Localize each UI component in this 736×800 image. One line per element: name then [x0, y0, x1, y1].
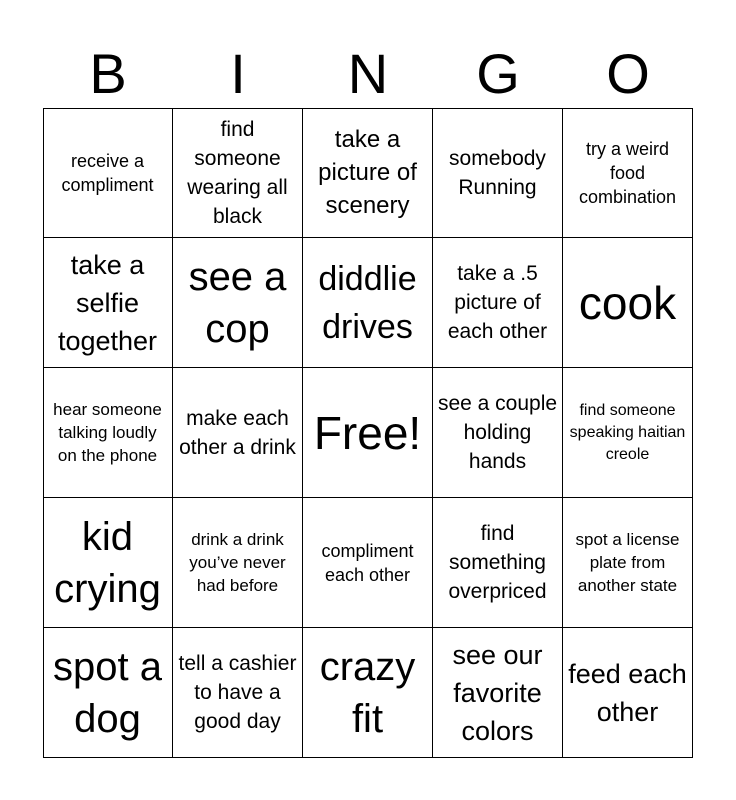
- bingo-cell[interactable]: [303, 108, 433, 238]
- bingo-cell[interactable]: [433, 108, 563, 238]
- bingo-cell[interactable]: [563, 498, 693, 628]
- free-space-text: Free!: [313, 406, 422, 459]
- bingo-cell[interactable]: [433, 368, 563, 498]
- cell-text: see a couple holding hands: [437, 392, 558, 473]
- cell-text: find something overpriced: [448, 522, 547, 603]
- cell-text: take a picture of scenery: [318, 126, 417, 219]
- cell-text: see our favorite colors: [452, 639, 543, 746]
- bingo-cell[interactable]: [173, 108, 303, 238]
- bingo-cell[interactable]: [563, 238, 693, 368]
- header-letter-n: N: [347, 42, 389, 105]
- bingo-cell[interactable]: [433, 238, 563, 368]
- cell-text: spot a dog: [53, 644, 162, 741]
- bingo-cell[interactable]: [173, 368, 303, 498]
- bingo-cell[interactable]: [43, 108, 173, 238]
- cell-text: find someone wearing all black: [187, 117, 288, 228]
- bingo-cell[interactable]: [563, 368, 693, 498]
- bingo-cell[interactable]: [563, 628, 693, 758]
- bingo-cell[interactable]: [563, 108, 693, 238]
- cell-text: cook: [578, 276, 677, 329]
- bingo-cell[interactable]: [43, 368, 173, 498]
- bingo-cell[interactable]: [303, 498, 433, 628]
- bingo-cell[interactable]: [43, 498, 173, 628]
- header-letter-g: G: [476, 42, 520, 105]
- bingo-cell[interactable]: [43, 628, 173, 758]
- cell-text: hear someone talking loudly on the phone: [53, 400, 162, 465]
- bingo-cell[interactable]: [43, 238, 173, 368]
- bingo-cell[interactable]: [433, 628, 563, 758]
- free-space-cell[interactable]: [303, 368, 433, 498]
- cell-text: somebody Running: [449, 146, 546, 199]
- bingo-header: [43, 40, 693, 108]
- header-letter-i: I: [230, 42, 246, 105]
- bingo-cell[interactable]: [173, 238, 303, 368]
- bingo-cell[interactable]: [173, 498, 303, 628]
- bingo-cell[interactable]: [433, 498, 563, 628]
- cell-text: receive a compliment: [61, 150, 154, 195]
- bingo-board: [43, 108, 693, 758]
- cell-text: tell a cashier to have a good day: [178, 652, 297, 733]
- header-letter-b: B: [89, 42, 127, 105]
- bingo-cell[interactable]: [303, 628, 433, 758]
- cell-text: diddlie drives: [318, 259, 417, 346]
- cell-text: see a cop: [188, 254, 287, 351]
- cell-text: find someone speaking haitian creole: [569, 401, 686, 463]
- cell-text: compliment each other: [321, 540, 414, 585]
- cell-text: kid crying: [54, 514, 161, 611]
- cell-text: take a .5 picture of each other: [447, 262, 548, 343]
- bingo-cell[interactable]: [173, 628, 303, 758]
- cell-text: crazy fit: [319, 644, 416, 741]
- cell-text: make each other a drink: [179, 406, 296, 459]
- bingo-cell[interactable]: [303, 238, 433, 368]
- header-letter-o: O: [606, 42, 650, 105]
- cell-text: try a weird food combination: [578, 138, 677, 207]
- cell-text: take a selfie together: [57, 249, 158, 356]
- cell-text: feed each other: [568, 658, 687, 727]
- cell-text: spot a license plate from another state: [575, 530, 680, 595]
- cell-text: drink a drink you’ve never had before: [189, 530, 286, 595]
